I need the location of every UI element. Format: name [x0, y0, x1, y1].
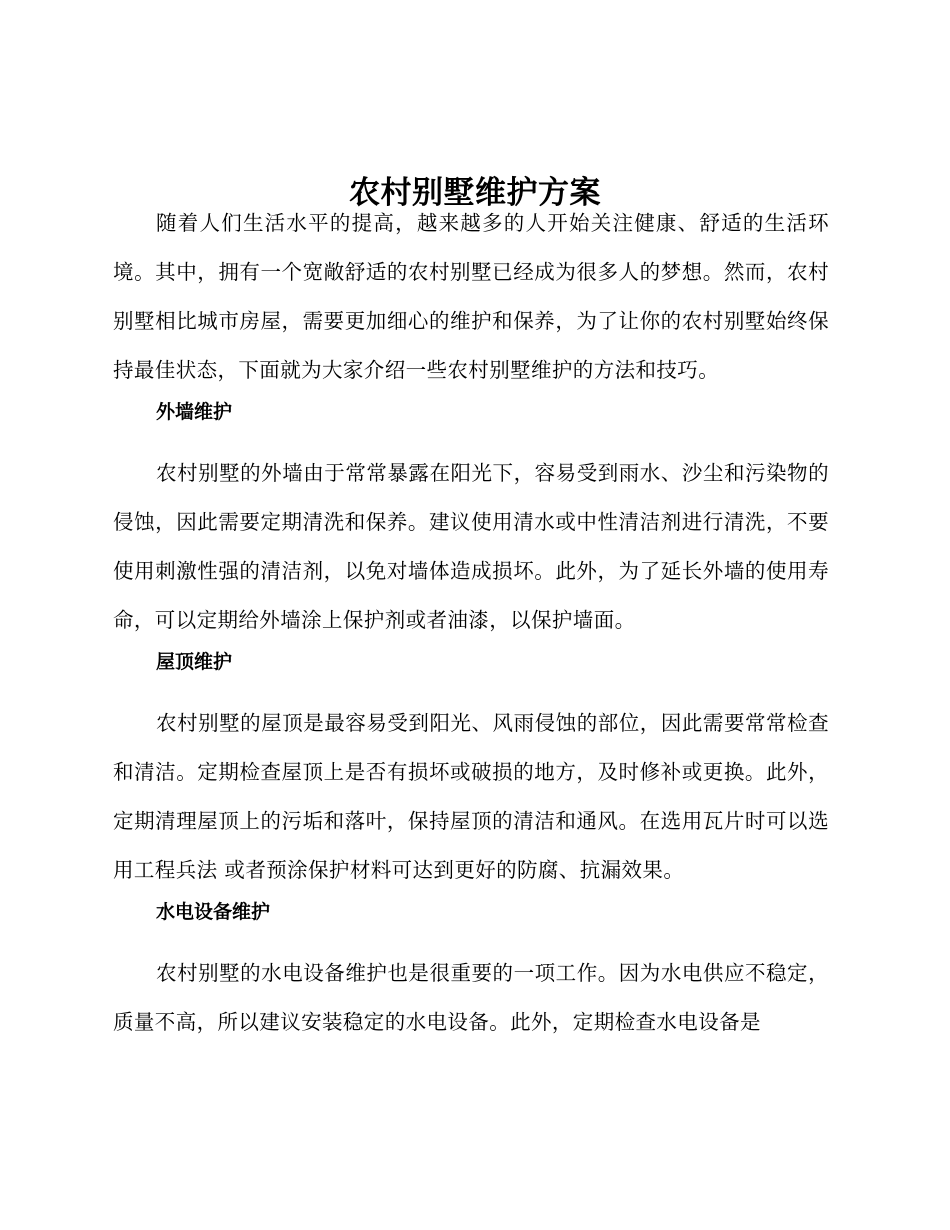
section-heading-roof: 屋顶维护 — [156, 651, 233, 673]
intro-paragraph: 随着人们生活水平的提高，越来越多的人开始关注健康、舒适的生活环境。其中，拥有一个宽敞舒适的农村别墅已经成为很多人的梦想。然而，农村别墅相比城市房屋，需要更加细心的维护和保养，为了让你的农村别墅始终保持最佳状态，下面就为大家介绍一些农村别墅维护的方法和技巧。 — [113, 211, 829, 382]
section-body-roof: 农村别墅的屋顶是最容易受到阳光、风雨侵蚀的部位，因此需要常常检查和清洁。定期检查屋顶上是否有损坏或破损的地方，及时修补或更换。此外，定期清理屋顶上的污垢和落叶，保持屋顶的清洁和通风。在选用瓦片时可以选用工程兵法 或者预涂保护材料可达到更好的防腐、抗漏效果。 — [113, 711, 829, 882]
document-title: 农村别墅维护方案 — [349, 174, 601, 211]
section-body-utilities: 农村别墅的水电设备维护也是很重要的一项工作。因为水电供应不稳定，质量不高，所以建议安装稳定的水电设备。此外，定期检查水电设备是 — [113, 961, 829, 1034]
section-heading-exterior-wall: 外墙维护 — [156, 401, 233, 423]
section-heading-utilities: 水电设备维护 — [156, 901, 271, 923]
section-body-exterior-wall: 农村别墅的外墙由于常常暴露在阳光下，容易受到雨水、沙尘和污染物的侵蚀，因此需要定期清洗和保养。建议使用清水或中性清洁剂进行清洗，不要使用刺激性强的清洁剂，以免对墙体造成损坏。此外，为了延长外墙的使用寿命，可以定期给外墙涂上保护剂或者油漆，以保护墙面。 — [113, 461, 829, 632]
